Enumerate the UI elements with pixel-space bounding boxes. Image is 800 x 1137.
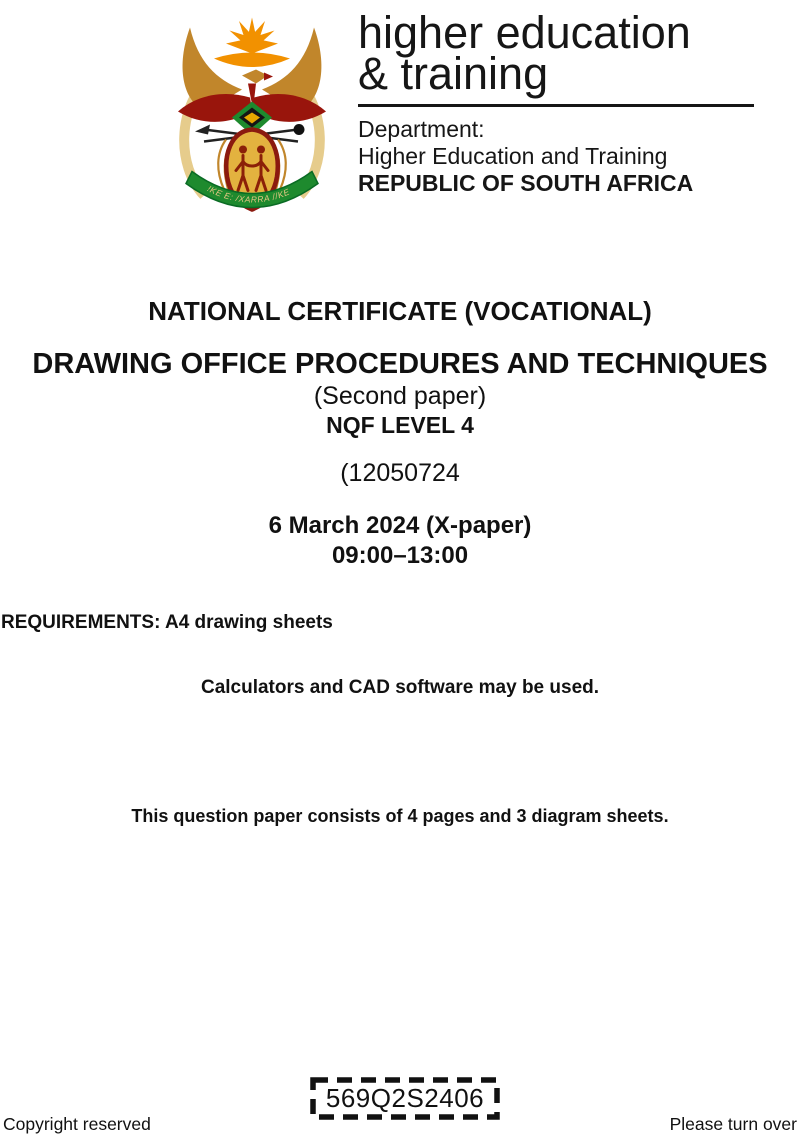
certificate-title: NATIONAL CERTIFICATE (VOCATIONAL) [148, 296, 652, 326]
paper-code: 569Q2S2406 [325, 1083, 485, 1113]
paper-subtitle: (Second paper) [313, 382, 487, 410]
paper-code-box [310, 1077, 500, 1120]
exam-date: 6 March 2024 (X-paper) [268, 512, 532, 539]
allowed-aids-line: Calculators and CAD software may be used. [200, 677, 600, 698]
department-block [358, 116, 693, 197]
country-name: REPUBLIC OF SOUTH AFRICA [358, 170, 694, 196]
paper-composition-line: This question paper consists of 4 pages and 3 diagram sheets. [131, 806, 669, 826]
logotype-line1: higher education [358, 7, 691, 58]
logotype-line2: & training [358, 48, 549, 99]
turn-over-notice: Please turn over [669, 1114, 797, 1134]
exam-time: 09:00–13:00 [331, 542, 469, 569]
south-africa-coat-of-arms [168, 13, 336, 219]
subject-code: (12050724 [340, 459, 460, 487]
emblem-sun-icon [214, 18, 290, 68]
dept-logotype [358, 7, 691, 99]
department-name: Higher Education and Training [358, 143, 668, 169]
copyright-notice: Copyright reserved [3, 1114, 151, 1134]
emblem-motto: !KE E: /XARRA //KE [205, 183, 292, 205]
department-label: Department: [358, 116, 485, 142]
nqf-level: NQF LEVEL 4 [326, 412, 474, 438]
requirements-line: REQUIREMENTS: A4 drawing sheets [1, 612, 333, 633]
masthead-rule [358, 104, 754, 107]
subject-title: DRAWING OFFICE PROCEDURES AND TECHNIQUES [32, 348, 768, 380]
